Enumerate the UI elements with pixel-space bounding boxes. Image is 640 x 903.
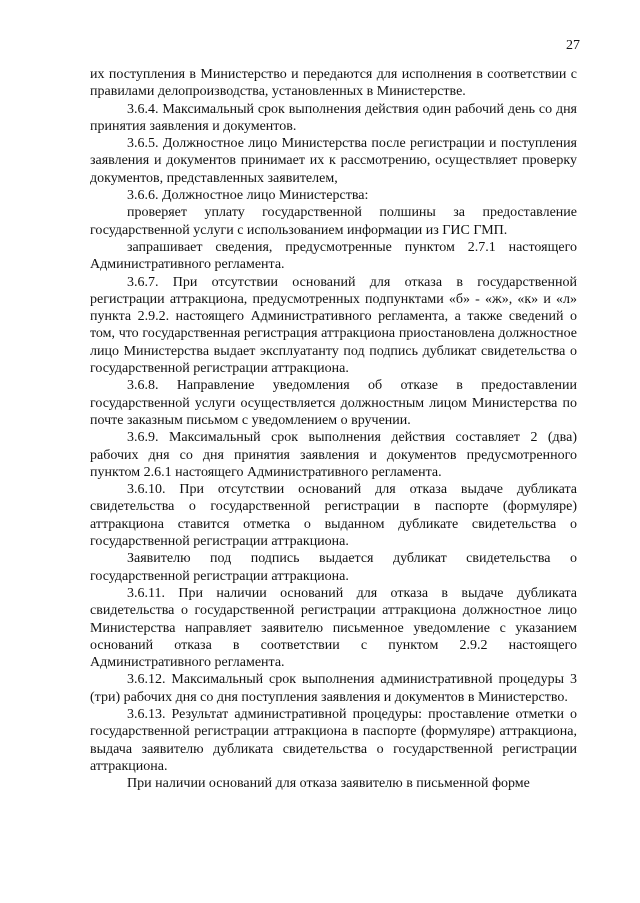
document-body bbox=[90, 66, 577, 792]
paragraph: 3.6.12. Максимальный срок выполнения административной процедуры 3 (три) рабочих дня со дня поступления заявления и документов в Министерство. bbox=[90, 672, 577, 705]
paragraph: проверяет уплату государственной полшины за предоставление государственной услуги с использованием информации из ГИС ГМП. bbox=[90, 205, 577, 238]
paragraph: запрашивает сведения, предусмотренные пунктом 2.7.1 настоящего Административного регламента. bbox=[90, 239, 577, 273]
paragraph: 3.6.4. Максимальный срок выполнения действия один рабочий день со дня принятия заявления и документов. bbox=[90, 101, 577, 134]
page-number: 27 bbox=[566, 38, 580, 53]
paragraph: 3.6.6. Должностное лицо Министерства: bbox=[127, 188, 369, 204]
paragraph: их поступления в Министерство и передаются для исполнения в соответствии с правилами делопроизводства, установленных в Министерстве. bbox=[90, 67, 577, 100]
paragraph: 3.6.9. Максимальный срок выполнения действия составляет 2 (два) рабочих дня со дня принятия заявления и документов предусмотренного пунктом 2.6.1 настоящего Административного регламента. bbox=[90, 430, 577, 480]
paragraph: 3.6.8. Направление уведомления об отказе в предоставлении государственной услуги осуществляется должностным лицом Министерства по почте заказным письмом с уведомлением о вручении. bbox=[90, 378, 577, 428]
paragraph: 3.6.11. При наличии оснований для отказа в выдаче дубликата свидетельства о государственной регистрации аттракциона должностное лицо Министерства направляет заявителю письменное уведомление с указанием оснований отказа в соответствии с пунктом 2.9.2 настоящего Административного регламента. bbox=[90, 585, 577, 671]
paragraph: 3.6.13. Результат административной процедуры: проставление отметки о государственной регистрации аттракциона в паспорте (формуляре) аттракциона, выдача заявителю дубликата свидетельства о государственной регистрации аттракциона. bbox=[90, 706, 577, 774]
paragraph: 3.6.10. При отсутствии оснований для отказа выдаче дубликата свидетельства о государственной регистрации в паспорте (формуляре) аттракциона ставится отметка о выданном дубликате свидетельства о государственной регистрации аттракциона. bbox=[90, 482, 577, 550]
paragraph: 3.6.7. При отсутствии оснований для отказа в государственной регистрации аттракциона, предусмотренных подпунктами «б» - «ж», «к» и «л» пункта 2.9.2. настоящего Административного регламента, а также сведений о том, что государственная регистрация аттракциона приостановлена должностное лицо Министерства выдает эксплуатанту под подпись дубликат свидетельства о государственной регистрации аттракциона. bbox=[90, 274, 577, 377]
paragraph: 3.6.5. Должностное лицо Министерства после регистрации и поступления заявления и документов принимает их к рассмотрению, осуществляет проверку документов, представленных заявителем, bbox=[90, 136, 577, 186]
paragraph: При наличии оснований для отказа заявителю в письменной форме bbox=[127, 776, 530, 792]
paragraph: Заявителю под подпись выдается дубликат свидетельства о государственной регистрации аттракциона. bbox=[90, 551, 577, 584]
